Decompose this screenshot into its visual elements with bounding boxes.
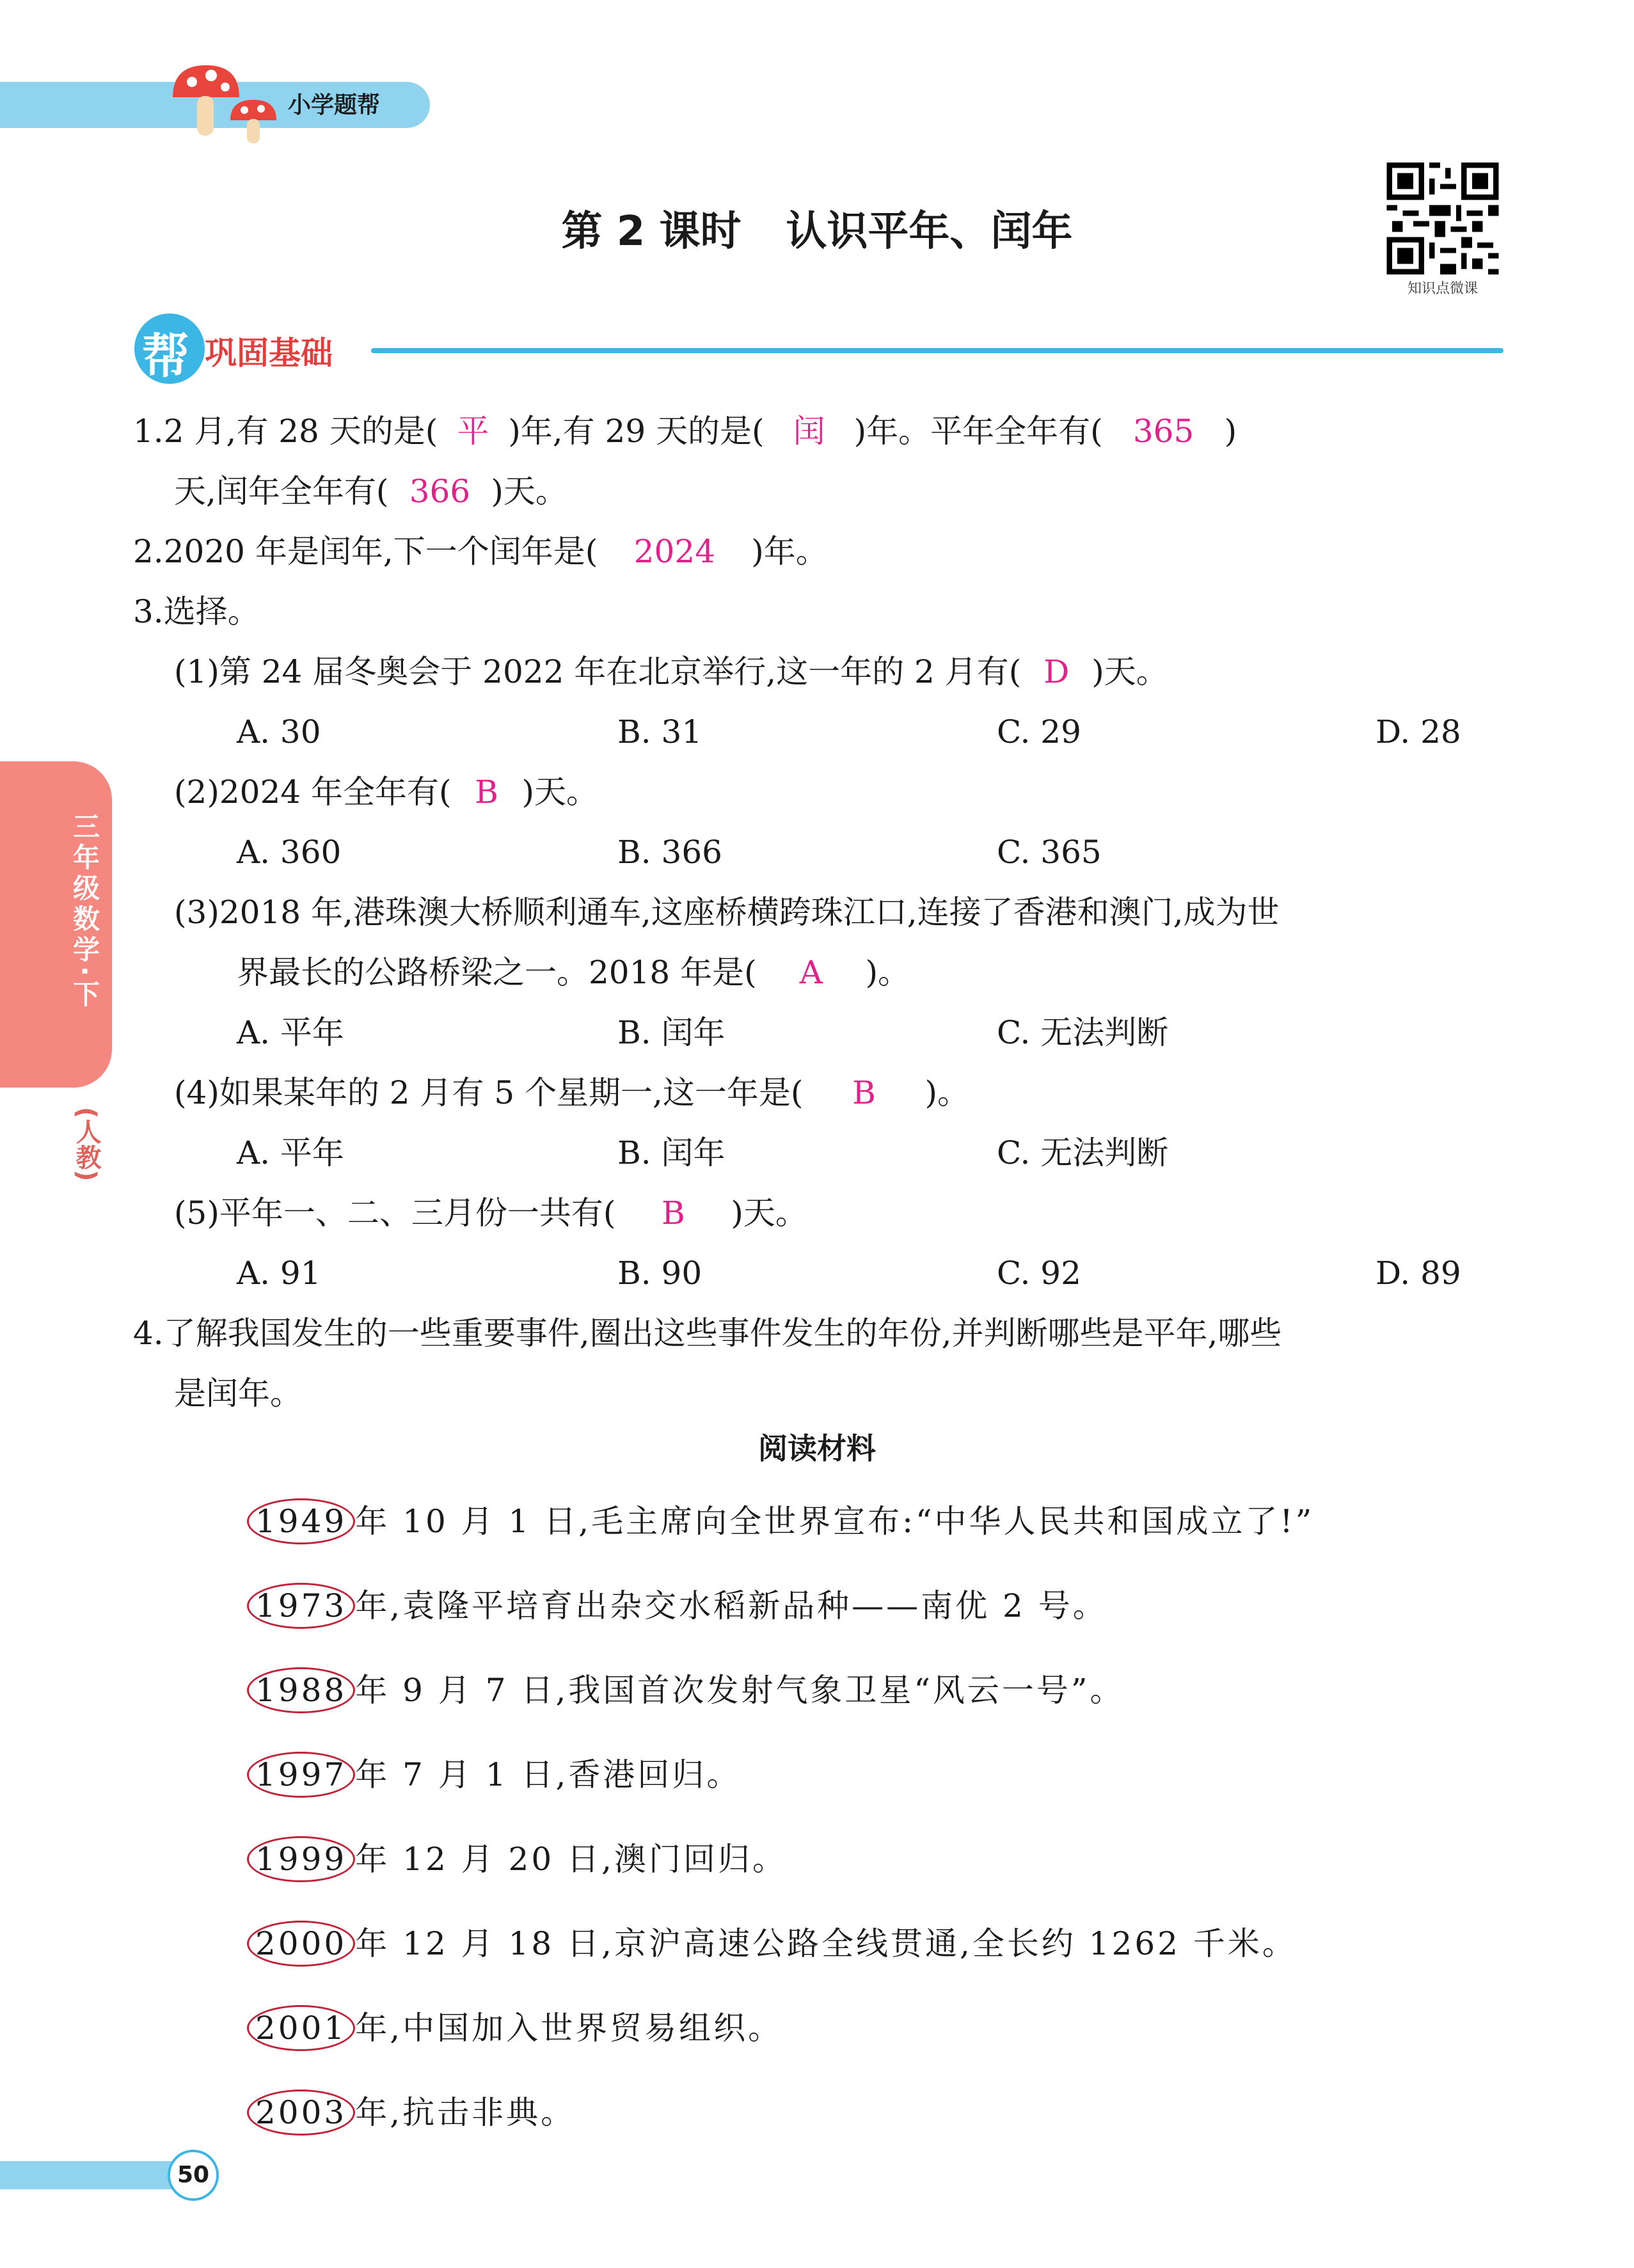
q1-text-3: )年。平年全年有( — [853, 413, 1103, 450]
event-2001 — [247, 2005, 782, 2051]
q2-text-1: 2020 年是闰年,下一个闰年是( — [163, 533, 598, 570]
circled-year[interactable]: 1949 — [247, 1498, 355, 1544]
question-2 — [133, 532, 828, 571]
q3-5-option-b: B. 90 — [617, 1255, 702, 1292]
circled-year[interactable]: 1988 — [247, 1667, 355, 1713]
q1-answer-2: 闰 — [793, 413, 825, 450]
lesson-title: 认识平年、闰年 — [786, 208, 1073, 255]
q3-1-text-end: )天。 — [1091, 653, 1168, 690]
q3-3-option-b: B. 闰年 — [617, 1014, 726, 1051]
event-text: 年 9 月 7 日,我国首次发射气象卫星“风云一号”。 — [355, 1672, 1125, 1709]
q1-text-4: ) — [1224, 413, 1237, 450]
qr-caption: 知识点微课 — [1407, 281, 1478, 297]
event-text: 年,袁隆平培育出杂交水稻新品种——南优 2 号。 — [355, 1587, 1107, 1624]
mushroom-logo-icon — [160, 58, 282, 147]
question-4-line-1 — [133, 1314, 1281, 1352]
section-divider — [371, 348, 1503, 353]
q3-title-text: 选择。 — [163, 593, 260, 630]
q3-3-answer: A — [799, 954, 823, 991]
q1-text-6: )天。 — [491, 473, 567, 510]
q3-4-option-c: C. 无法判断 — [997, 1134, 1169, 1171]
circled-year[interactable]: 1973 — [247, 1583, 355, 1629]
q3-sub-3-stem-line-1: (3)2018 年,港珠澳大桥顺利通车,这座桥横跨珠江口,连接了香港和澳门,成为世 — [174, 894, 1280, 931]
side-tab-edition: (人教) — [72, 1107, 101, 1182]
event-1949 — [247, 1498, 1314, 1544]
q3-sub-4-stem — [174, 1074, 969, 1112]
q2-answer: 2024 — [633, 533, 715, 570]
reading-material-title: 阅读材料 — [758, 1431, 876, 1466]
event-1988 — [247, 1667, 1124, 1713]
event-1999 — [247, 1836, 787, 1882]
question-number: 2. — [133, 533, 164, 570]
q3-2-text: (2)2024 年全年有( — [174, 773, 452, 811]
q3-sub-1-stem — [174, 653, 1168, 691]
q3-sub-2-stem — [174, 773, 598, 811]
event-text: 年,抗击非典。 — [355, 2094, 576, 2131]
q3-2-option-a: A. 360 — [237, 834, 342, 871]
q3-5-option-a: A. 91 — [237, 1255, 321, 1292]
section-title: 巩固基础 — [205, 335, 333, 372]
q1-answer-4: 366 — [409, 473, 471, 510]
q3-3-text-end: )。 — [865, 954, 910, 991]
q3-1-text: (1)第 24 届冬奥会于 2022 年在北京举行,这一年的 2 月有( — [174, 653, 1022, 690]
q4-text-1: 了解我国发生的一些重要事件,圈出这些事件发生的年份,并判断哪些是平年,哪些 — [163, 1315, 1282, 1352]
circled-year[interactable]: 2003 — [247, 2090, 355, 2136]
q3-4-text: (4)如果某年的 2 月有 5 个星期一,这一年是( — [174, 1074, 804, 1111]
lesson-number: 第 2 课时 — [561, 208, 742, 255]
q3-1-option-a: A. 30 — [237, 713, 321, 750]
q3-5-text-end: )天。 — [731, 1194, 807, 1232]
question-1-line-1 — [133, 412, 1237, 450]
q3-4-option-a: A. 平年 — [237, 1134, 344, 1171]
side-tab-label: 三年级数学·下 — [69, 813, 100, 1011]
q3-4-option-b: B. 闰年 — [617, 1134, 726, 1171]
event-text: 年 12 月 18 日,京沪高速公路全线贯通,全长约 1262 千米。 — [355, 1925, 1297, 1962]
circled-year[interactable]: 1997 — [247, 1752, 355, 1798]
circled-year[interactable]: 2001 — [247, 2005, 355, 2051]
event-1973 — [247, 1583, 1107, 1629]
q1-answer-1: 平 — [457, 413, 489, 450]
q1-text-5: 天,闰年全年有( — [174, 473, 389, 510]
brand-name: 小学题帮 — [288, 92, 381, 118]
event-text: 年 7 月 1 日,香港回归。 — [355, 1756, 742, 1793]
q1-answer-3: 365 — [1132, 413, 1194, 450]
event-text: 年 12 月 20 日,澳门回归。 — [355, 1841, 787, 1878]
question-number: 4. — [133, 1315, 164, 1352]
question-4-line-2: 是闰年。 — [174, 1375, 302, 1412]
q1-text-2: )年,有 29 天的是( — [508, 413, 765, 450]
q3-2-text-end: )天。 — [521, 773, 598, 811]
q3-1-option-d: D. 28 — [1376, 713, 1461, 750]
circled-year[interactable]: 2000 — [247, 1921, 355, 1967]
q3-2-option-b: B. 366 — [617, 834, 722, 871]
q3-5-option-d: D. 89 — [1376, 1255, 1461, 1292]
q3-sub-3-stem-line-2 — [237, 953, 910, 992]
q3-5-answer: B — [661, 1194, 685, 1232]
q3-3-text: 界最长的公路桥梁之一。2018 年是( — [237, 954, 757, 991]
q3-5-text: (5)平年一、二、三月份一共有( — [174, 1194, 616, 1232]
q3-sub-5-stem — [174, 1194, 807, 1232]
q3-1-option-c: C. 29 — [997, 713, 1081, 750]
footer-bar — [0, 2161, 186, 2189]
q3-2-answer: B — [475, 773, 498, 811]
question-1-line-2 — [174, 472, 567, 511]
q3-4-answer: B — [852, 1074, 876, 1111]
q3-3-option-c: C. 无法判断 — [997, 1014, 1169, 1051]
q3-4-text-end: )。 — [924, 1074, 969, 1111]
section-badge-char: 帮 — [142, 329, 189, 384]
circled-year[interactable]: 1999 — [247, 1836, 355, 1882]
q3-3-option-a: A. 平年 — [237, 1014, 344, 1051]
q3-2-option-c: C. 365 — [997, 834, 1102, 871]
event-text: 年,中国加入世界贸易组织。 — [355, 2010, 783, 2047]
event-1997 — [247, 1752, 741, 1798]
qr-code-icon[interactable] — [1382, 163, 1503, 274]
page-number: 50 — [168, 2150, 219, 2201]
q3-1-option-b: B. 31 — [617, 713, 702, 750]
question-3-title — [133, 592, 260, 631]
q2-text-2: )年。 — [751, 533, 828, 570]
question-number: 1. — [133, 413, 164, 450]
event-2003 — [247, 2090, 575, 2136]
event-2000 — [247, 1921, 1297, 1967]
event-text: 年 10 月 1 日,毛主席向全世界宣布:“中华人民共和国成立了!” — [355, 1503, 1315, 1540]
q1-text-1: 2 月,有 28 天的是( — [163, 413, 438, 450]
q3-1-answer: D — [1043, 653, 1070, 690]
question-number: 3. — [133, 593, 164, 630]
q3-5-option-c: C. 92 — [997, 1255, 1081, 1292]
